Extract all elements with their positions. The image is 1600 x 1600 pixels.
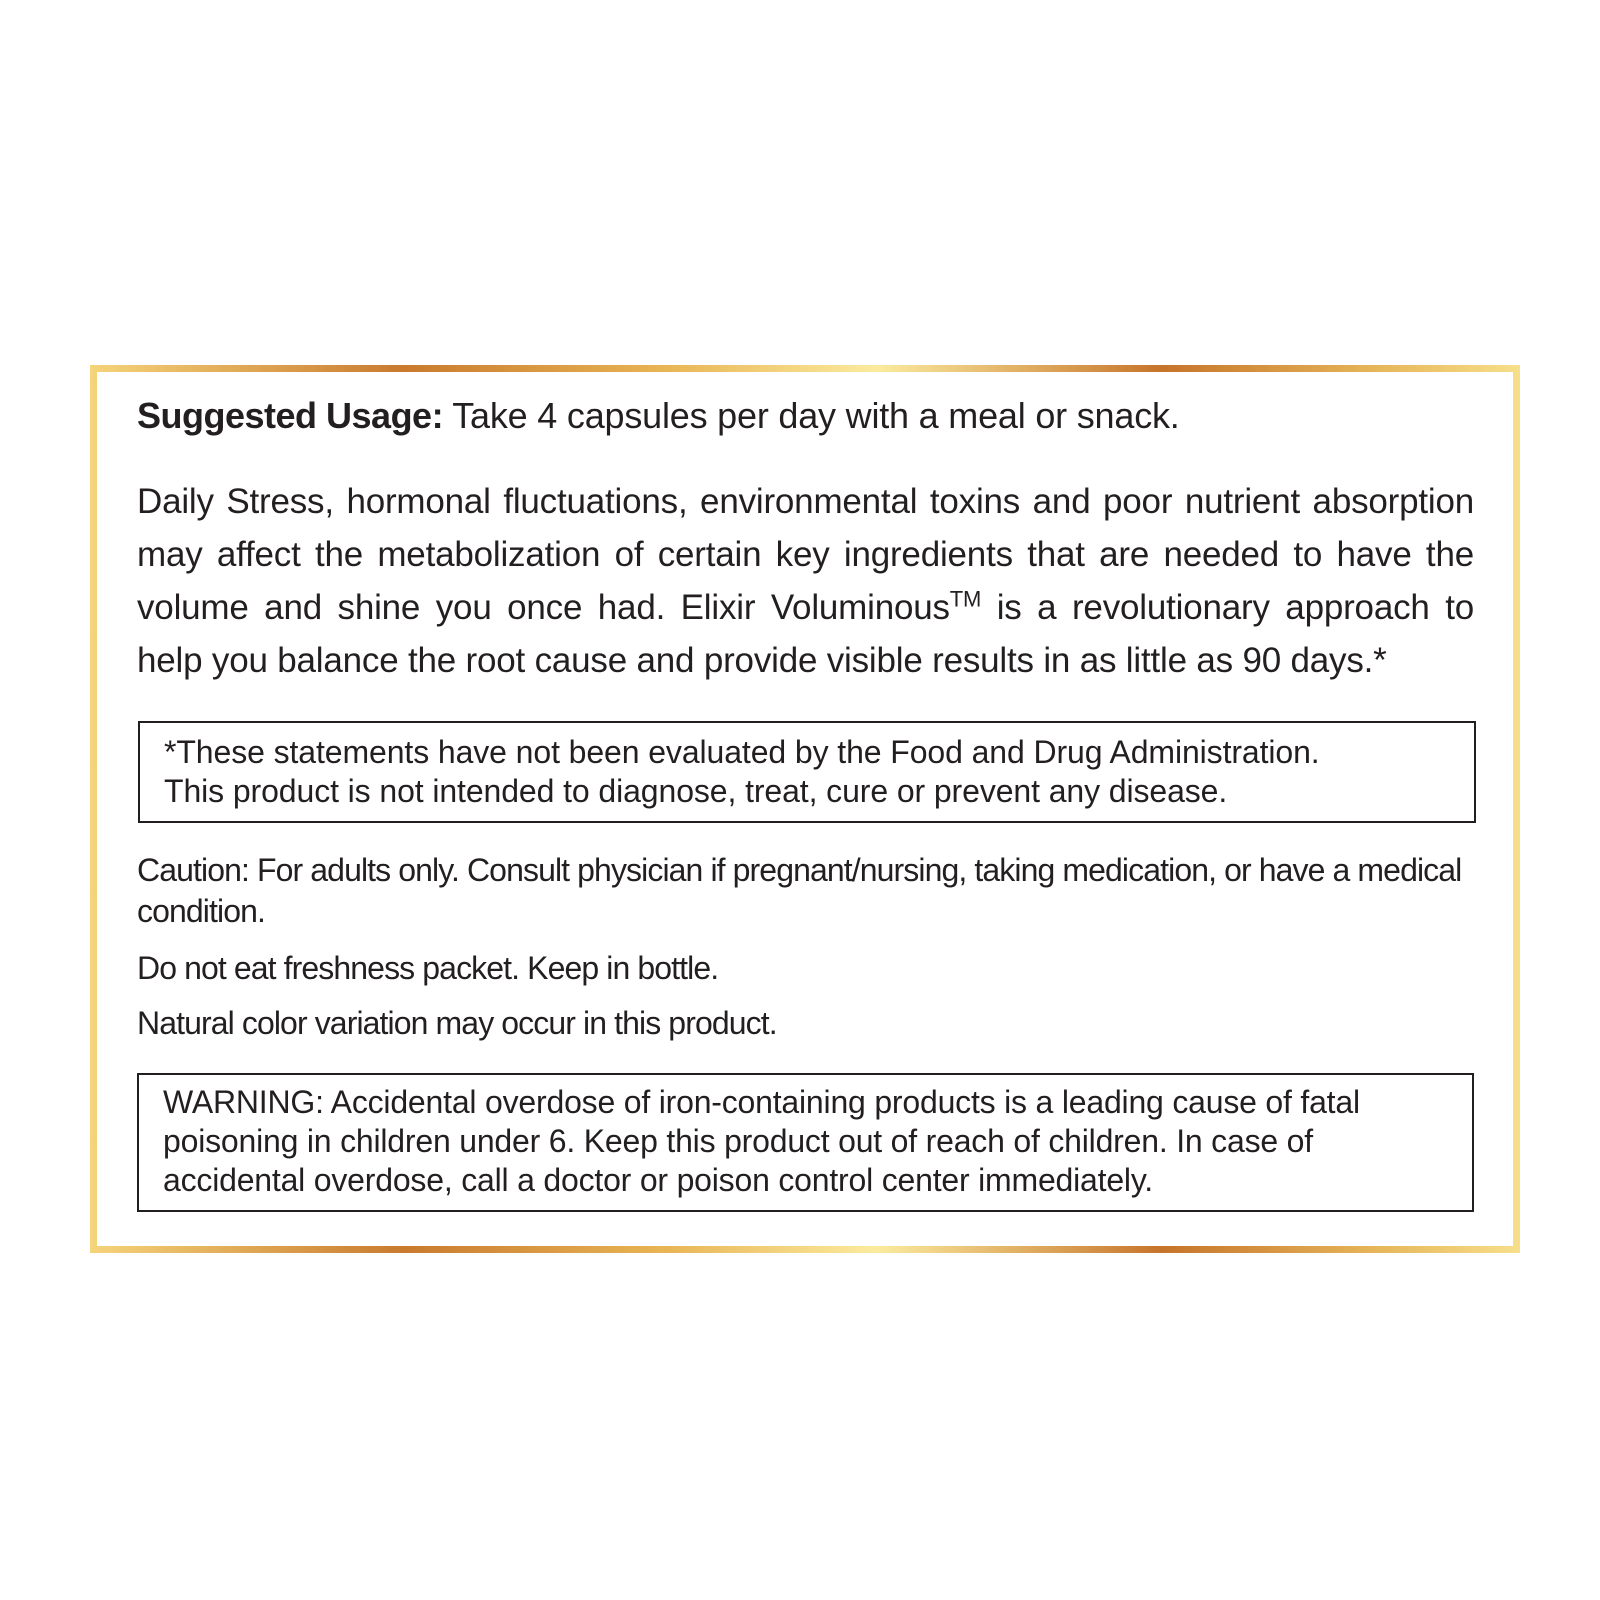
description-text-start: Daily Stress, hormonal fluctuations, environmental toxins and poor nutrient absorption may affect the metabolization of certain key ingredients that are needed to have the volume and shine you once had. Elixir Voluminous [137,482,1474,627]
suggested-usage-text: Take 4 capsules per day with a meal or snack. [443,395,1180,436]
iron-warning-box [137,1073,1474,1212]
freshness-packet-text: Do not eat freshness packet. Keep in bottle. [137,950,719,986]
product-description [137,475,1474,687]
fda-disclaimer-line-1: *These statements have not been evaluated by the Food and Drug Administration. [164,734,1320,770]
suggested-usage-label: Suggested Usage: [137,395,444,436]
fda-disclaimer-box [138,721,1476,823]
suggested-usage [137,392,1474,440]
label-panel [97,372,1513,1246]
fda-disclaimer-line-2: This product is not intended to diagnose, treat, cure or prevent any disease. [164,773,1228,809]
caution-text: Caution: For adults only. Consult physician if pregnant/nursing, taking medication, or have a medical condition. [137,852,1462,929]
description-text-end: is a revolutionary approach to help you balance the root cause and provide visible results in as little as 90 days.* [137,588,1474,680]
label-gold-frame [90,365,1520,1253]
trademark-mark: TM [949,586,982,612]
iron-warning-text: WARNING: Accidental overdose of iron-containing products is a leading cause of fatal poisoning in children under 6. Keep this product out of reach of children. In case of accidental overdose, call a doctor or poison control center immediately. [163,1084,1360,1198]
color-variation-text: Natural color variation may occur in this product. [137,1005,777,1041]
